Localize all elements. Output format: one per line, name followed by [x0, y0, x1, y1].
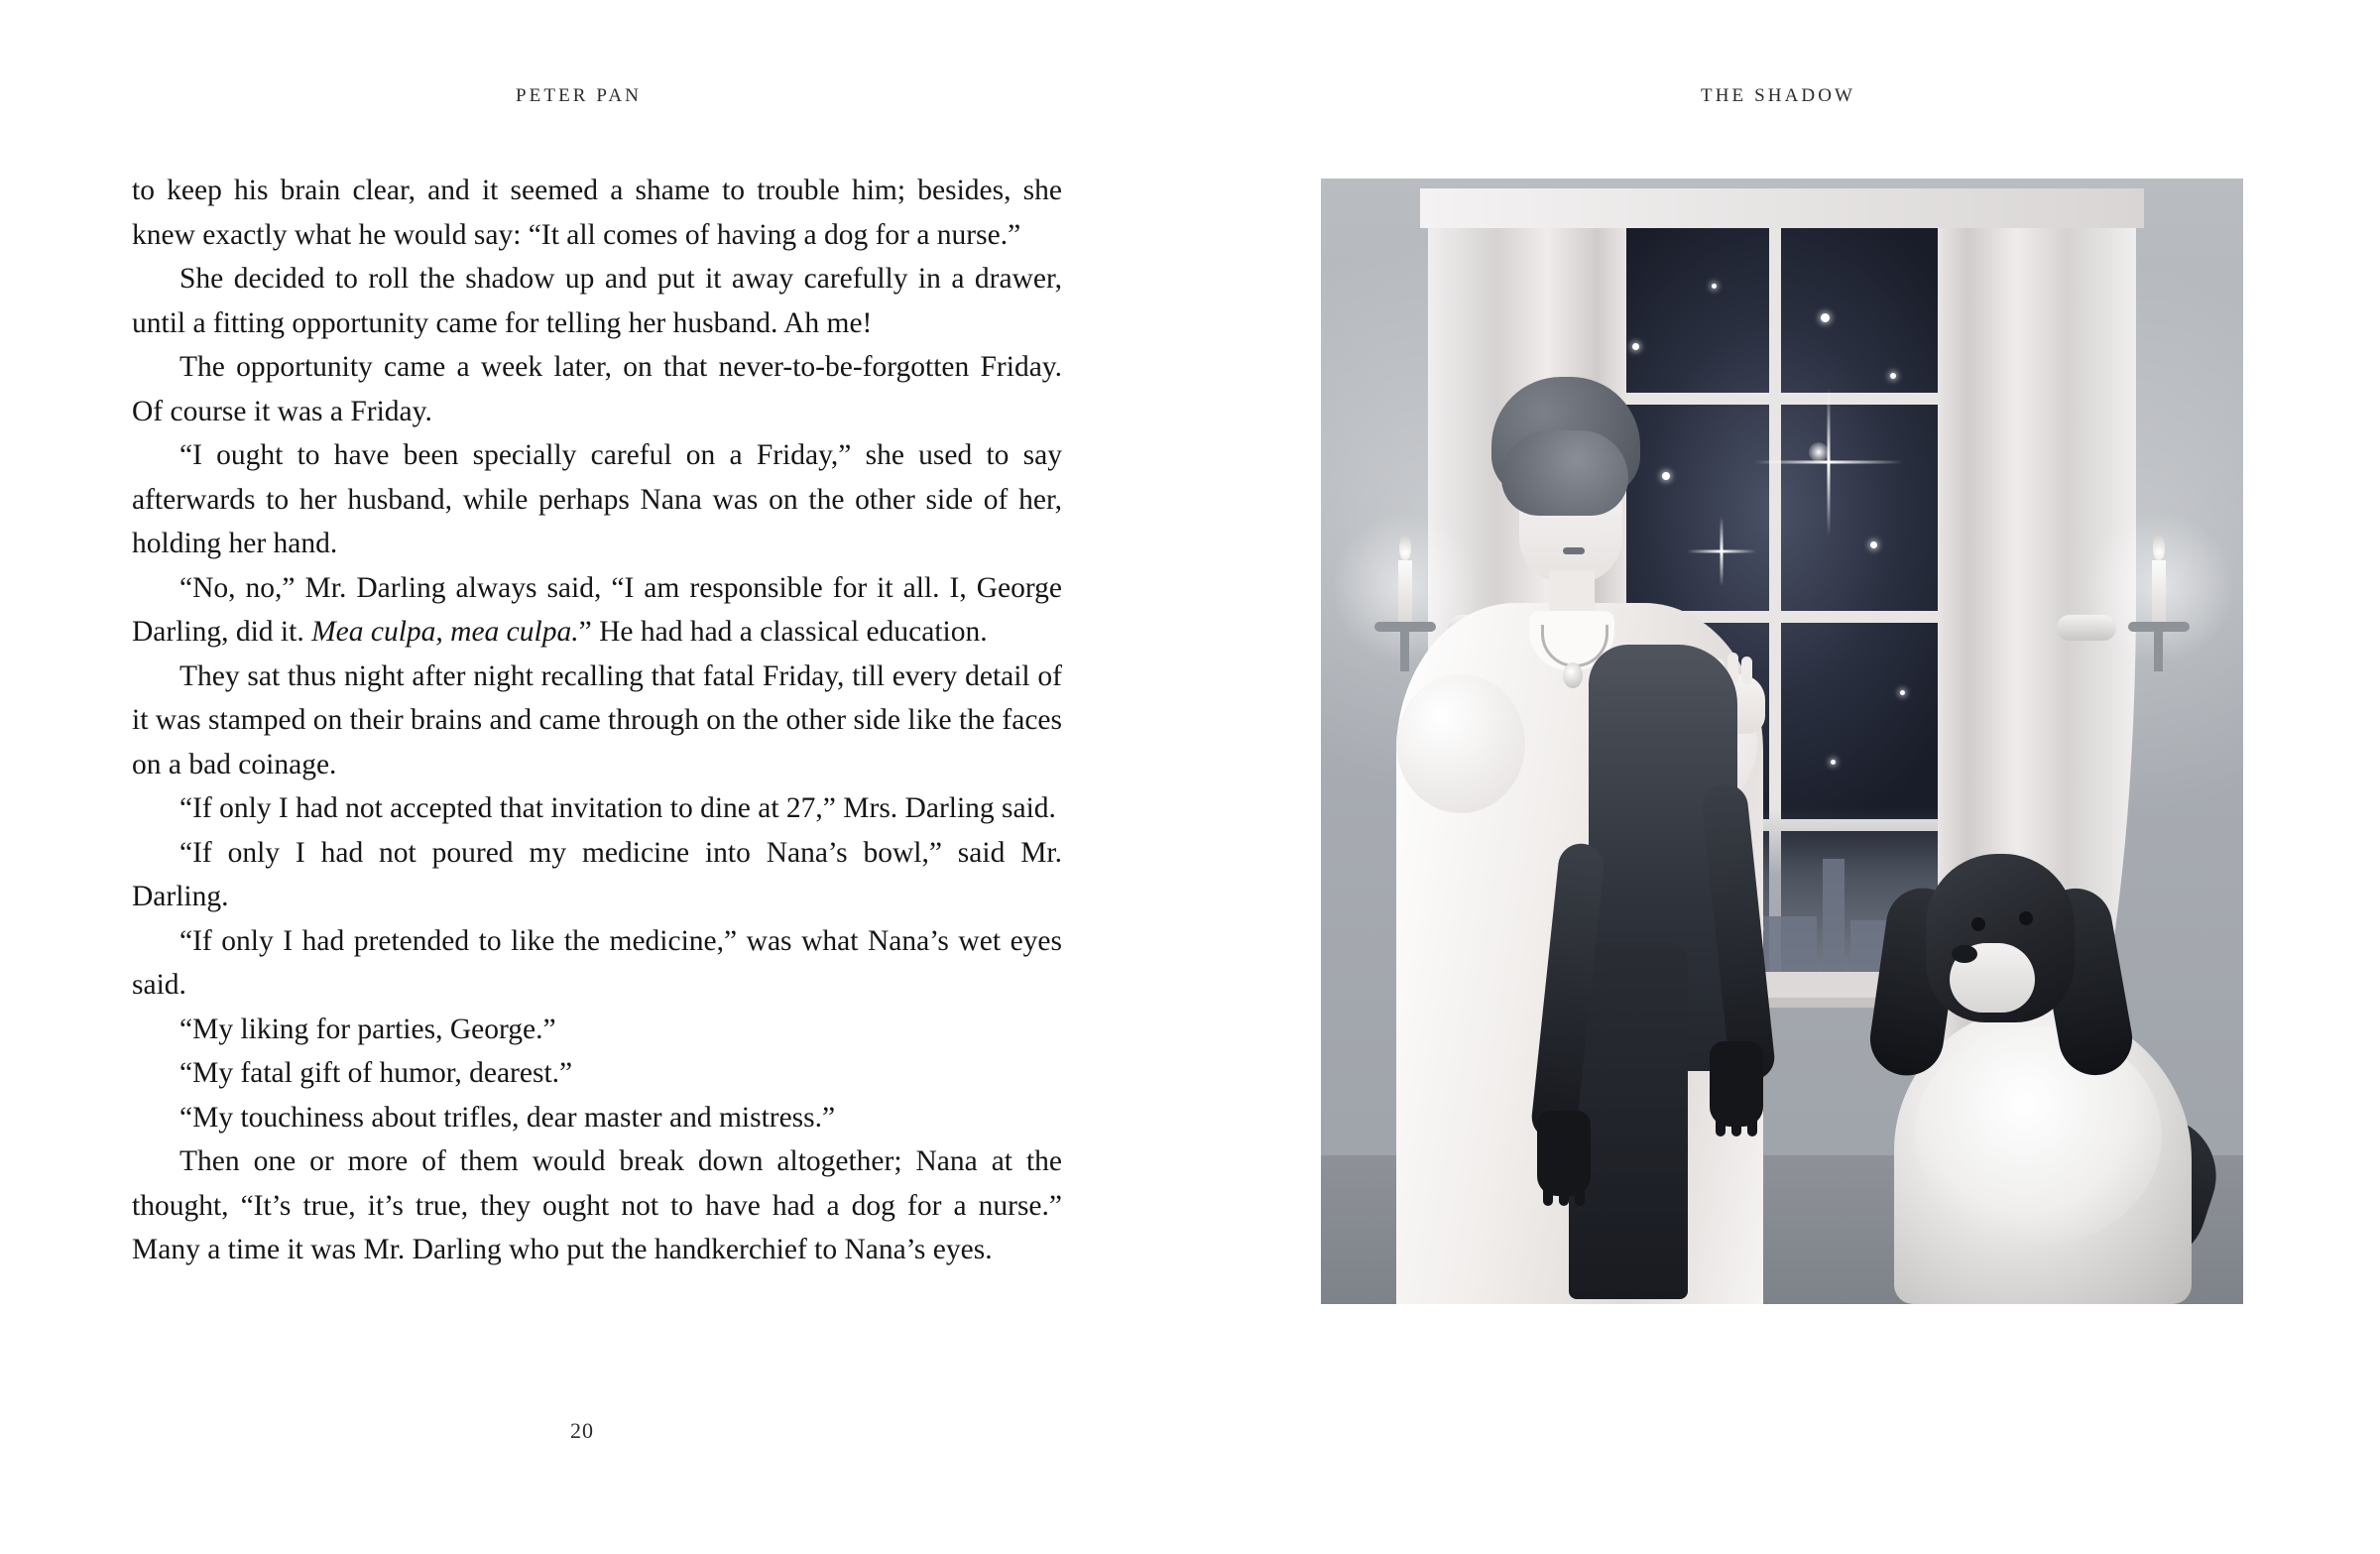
paragraph: She decided to roll the shadow up and put it away carefully in a drawer, until a fitting opportunity came for telling her husband. Ah me! — [132, 263, 1062, 339]
dog-head — [1926, 854, 2075, 1022]
dog-eye-right — [2019, 911, 2033, 925]
right-page — [1190, 0, 2380, 1554]
illustration — [1321, 179, 2243, 1304]
dog-nose — [1952, 945, 1977, 963]
running-head-right: THE SHADOW — [1701, 85, 1856, 106]
sleeve-left — [1396, 674, 1525, 813]
paragraph: “I ought to have been specially careful on a Friday,” she used to say afterwards to her husband, while perhaps Nana was on the other side of her, holding her hand. — [132, 439, 1062, 559]
paragraph-part-b: ” He had had a classical education. — [578, 616, 988, 648]
paragraph-with-italic — [132, 566, 1062, 655]
dog-eye-left — [1971, 917, 1985, 931]
paragraph: “If only I had pretended to like the medicine,” was what Nana’s wet eyes said. — [132, 924, 1062, 1001]
peter-pans-shadow — [1549, 645, 1777, 1299]
hair-bun — [1501, 430, 1628, 516]
page-number: 20 — [570, 1418, 594, 1443]
paragraph: They sat thus night after night recalling that fatal Friday, till every detail of it was stamped on their brains and came through on the other side like the faces on a bad coinage. — [132, 659, 1062, 780]
nana-the-dog — [1874, 848, 2202, 1304]
mouth — [1563, 547, 1585, 554]
paragraph: “My fatal gift of humor, dearest.” — [179, 1057, 573, 1089]
paragraph: “If only I had not accepted that invitation to dine at 27,” Mrs. Darling said. — [179, 792, 1056, 824]
paragraph: “My touchiness about trifles, dear master and mistress.” — [179, 1101, 836, 1134]
illustration-artwork — [1321, 179, 2243, 1304]
running-head-left: PETER PAN — [516, 85, 642, 106]
paragraph-part-a: “No, no,” Mr. Darling always said, “I am responsible for it all. I, George Darling, did it. — [132, 571, 1062, 648]
flame-icon — [2153, 535, 2165, 560]
paragraph: Then one or more of them would break down altogether; Nana at the thought, “It’s true, it’s true, they ought not to have had a dog for a nurse.” Many a time it was Mr. Darling who put the handkerchief to Nana’s eyes. — [132, 1145, 1062, 1265]
body-text — [132, 169, 1062, 1272]
curtain-rod-valance — [1420, 188, 2144, 228]
candle-sconce-right — [2122, 531, 2196, 669]
paragraph: to keep his brain clear, and it seemed a shame to trouble him; besides, she knew exactly what he would say: “It all comes of having a dog for a nurse.” — [132, 175, 1062, 251]
shadow-hand-left — [1537, 1111, 1591, 1196]
paragraph: “If only I had not poured my medicine into Nana’s bowl,” said Mr. Darling. — [132, 836, 1062, 912]
paragraph: “My liking for parties, George.” — [179, 1013, 556, 1045]
italic-latin-phrase: Mea culpa, mea culpa. — [311, 616, 579, 648]
paragraph: The opportunity came a week later, on that never-to-be-forgotten Friday. Of course it was a Friday. — [132, 351, 1062, 427]
shadow-hand-right — [1710, 1041, 1763, 1127]
